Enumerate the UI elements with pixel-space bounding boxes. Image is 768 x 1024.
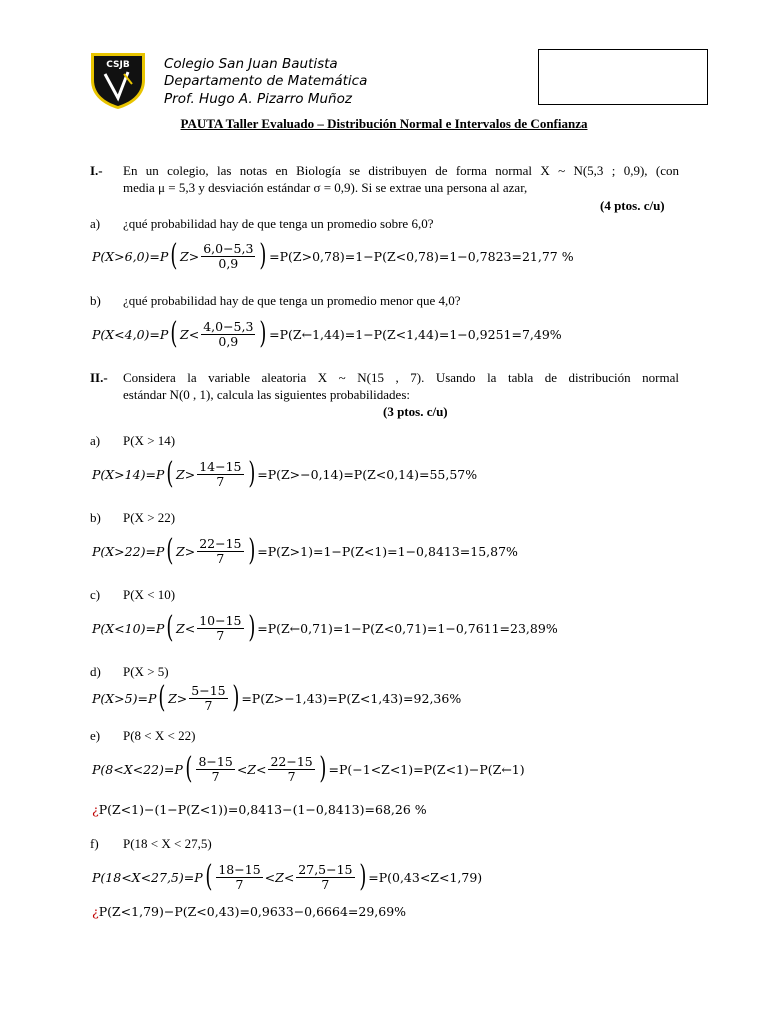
- left-paren: (: [158, 680, 166, 715]
- z-middle: <Z<: [264, 869, 295, 885]
- equation-lhs: P(X>6,0)=P: [92, 248, 169, 264]
- z-middle: <Z<: [236, 761, 267, 777]
- numerator: 22−15: [270, 753, 313, 769]
- continuation-mark: ¿: [92, 802, 99, 817]
- left-paren: (: [170, 316, 178, 351]
- numerator: 5−15: [191, 682, 226, 698]
- right-paren: ): [247, 533, 255, 568]
- equation: [92, 238, 574, 273]
- section2-number: II.-: [90, 370, 108, 385]
- right-paren: ): [259, 316, 267, 351]
- numerator: 4,0−5,3: [203, 318, 254, 334]
- equation: [92, 680, 462, 715]
- equation: [92, 316, 562, 351]
- equation-rhs: P(Z<1,79)−P(Z<0,43)=0,9633−0,6664=29,69%: [98, 904, 407, 919]
- item-question: P(18 < X < 27,5): [123, 836, 212, 851]
- equation-rhs: =P(−1<Z<1)=P(Z<1)−P(Z←1): [328, 761, 525, 777]
- equation-rhs: =P(0,43<Z<1,79): [368, 869, 483, 885]
- left-paren: (: [170, 238, 178, 273]
- item-label: b): [90, 510, 101, 525]
- denominator: 0,9: [218, 333, 239, 349]
- equation-rhs: =P(Z>−0,14)=P(Z<0,14)=55,57%: [257, 466, 478, 482]
- fraction: [197, 614, 243, 643]
- equation: [92, 533, 518, 568]
- item-label: c): [90, 587, 101, 602]
- left-paren: (: [166, 610, 174, 645]
- numerator: 22−15: [199, 535, 242, 551]
- item-label: a): [90, 433, 101, 448]
- fraction: [216, 863, 262, 892]
- equation: [92, 456, 478, 491]
- svg-text:CSJB: CSJB: [106, 60, 130, 70]
- equation-lhs: P(18<X<27,5)=P: [92, 869, 203, 885]
- equation-rhs: =P(Z←0,71)=1−P(Z<0,71)=1−0,7611=23,89%: [257, 620, 558, 636]
- section1-number: I.-: [90, 163, 103, 178]
- document-title: PAUTA Taller Evaluado – Distribución Normal e Intervalos de Confianza: [180, 116, 588, 131]
- fraction: [196, 755, 234, 784]
- section2-points: (3 ptos. c/u): [383, 404, 448, 419]
- item-question: P(X > 22): [123, 510, 176, 525]
- z-prefix: Z>: [176, 543, 196, 559]
- left-paren: (: [185, 751, 193, 786]
- item-label: b): [90, 293, 101, 308]
- equation-lhs: P(X<10)=P: [92, 620, 165, 636]
- right-paren: ): [247, 456, 255, 491]
- equation-rhs: =P(Z>0,78)=1−P(Z<0,78)=1−0,7823=21,77 %: [269, 248, 574, 264]
- equation-rhs: =P(Z←1,44)=1−P(Z<1,44)=1−0,9251=7,49%: [269, 326, 562, 342]
- item-label: e): [90, 728, 101, 743]
- fraction: [197, 460, 243, 489]
- equation-rhs: =P(Z>1)=1−P(Z<1)=1−0,8413=15,87%: [257, 543, 518, 559]
- equation-continuation: [92, 904, 406, 919]
- grade-box: [538, 49, 708, 105]
- teacher-name: Prof. Hugo A. Pizarro Muñoz: [164, 91, 352, 107]
- item-label: f): [90, 836, 99, 851]
- right-paren: ): [231, 680, 239, 715]
- denominator: 7: [287, 768, 296, 784]
- item-question: ¿qué probabilidad hay de que tenga un promedio sobre 6,0?: [123, 216, 434, 231]
- z-prefix: Z>: [180, 248, 200, 264]
- right-paren: ): [358, 859, 366, 894]
- right-paren: ): [247, 610, 255, 645]
- denominator: 7: [211, 768, 220, 784]
- z-prefix: Z<: [176, 620, 196, 636]
- fraction: [197, 537, 243, 566]
- item-question: P(X > 5): [123, 664, 169, 679]
- denominator: 7: [216, 550, 225, 566]
- section1-points: (4 ptos. c/u): [600, 198, 665, 213]
- section1-statement-line1: En un colegio, las notas en Biología se distribuyen de forma normal X ~ N(5,3 ; 0,9), (con: [123, 163, 679, 178]
- item-question: P(8 < X < 22): [123, 728, 196, 743]
- item-label: a): [90, 216, 101, 231]
- denominator: 7: [321, 876, 330, 892]
- denominator: 7: [204, 697, 213, 713]
- equation-rhs: P(Z<1)−(1−P(Z<1))=0,8413−(1−0,8413)=68,26 %: [98, 802, 427, 817]
- left-paren: (: [166, 456, 174, 491]
- fraction: [201, 242, 255, 271]
- fraction: [189, 684, 227, 713]
- z-prefix: Z>: [168, 690, 188, 706]
- numerator: 27,5−15: [298, 861, 353, 877]
- denominator: 7: [216, 473, 225, 489]
- right-paren: ): [319, 751, 327, 786]
- right-paren: ): [259, 238, 267, 273]
- item-label: d): [90, 664, 101, 679]
- denominator: 7: [235, 876, 244, 892]
- equation-lhs: P(X>14)=P: [92, 466, 165, 482]
- fraction: [201, 320, 255, 349]
- section2-statement-line1: Considera la variable aleatoria X ~ N(15 , 7). Usando la tabla de distribución normal: [123, 370, 679, 385]
- equation-lhs: P(X>22)=P: [92, 543, 165, 559]
- equation-lhs: P(8<X<22)=P: [92, 761, 183, 777]
- numerator: 10−15: [199, 612, 242, 628]
- denominator: 7: [216, 627, 225, 643]
- z-prefix: Z>: [176, 466, 196, 482]
- equation: [92, 751, 525, 786]
- numerator: 18−15: [218, 861, 261, 877]
- school-crest-logo: [88, 50, 148, 110]
- equation-lhs: P(X<4,0)=P: [92, 326, 169, 342]
- continuation-mark: ¿: [92, 904, 99, 919]
- equation-rhs: =P(Z>−1,43)=P(Z<1,43)=92,36%: [241, 690, 462, 706]
- item-question: ¿qué probabilidad hay de que tenga un promedio menor que 4,0?: [123, 293, 461, 308]
- section2-statement-line2: estándar N(0 , 1), calcula las siguientes probabilidades:: [123, 387, 410, 402]
- equation-continuation: [92, 802, 427, 817]
- department-name: Departamento de Matemática: [164, 73, 368, 89]
- z-prefix: Z<: [180, 326, 200, 342]
- numerator: 8−15: [198, 753, 233, 769]
- school-name: Colegio San Juan Bautista: [164, 56, 338, 72]
- numerator: 14−15: [199, 458, 242, 474]
- left-paren: (: [166, 533, 174, 568]
- fraction: [296, 863, 354, 892]
- item-question: P(X > 14): [123, 433, 176, 448]
- section1-statement-line2: media μ = 5,3 y desviación estándar σ = 0,9). Si se extrae una persona al azar,: [123, 180, 528, 195]
- left-paren: (: [204, 859, 213, 894]
- fraction: [268, 755, 314, 784]
- denominator: 0,9: [218, 255, 239, 271]
- item-question: P(X < 10): [123, 587, 176, 602]
- equation: [92, 859, 483, 894]
- numerator: 6,0−5,3: [203, 240, 254, 256]
- equation: [92, 610, 558, 645]
- equation-lhs: P(X>5)=P: [92, 690, 157, 706]
